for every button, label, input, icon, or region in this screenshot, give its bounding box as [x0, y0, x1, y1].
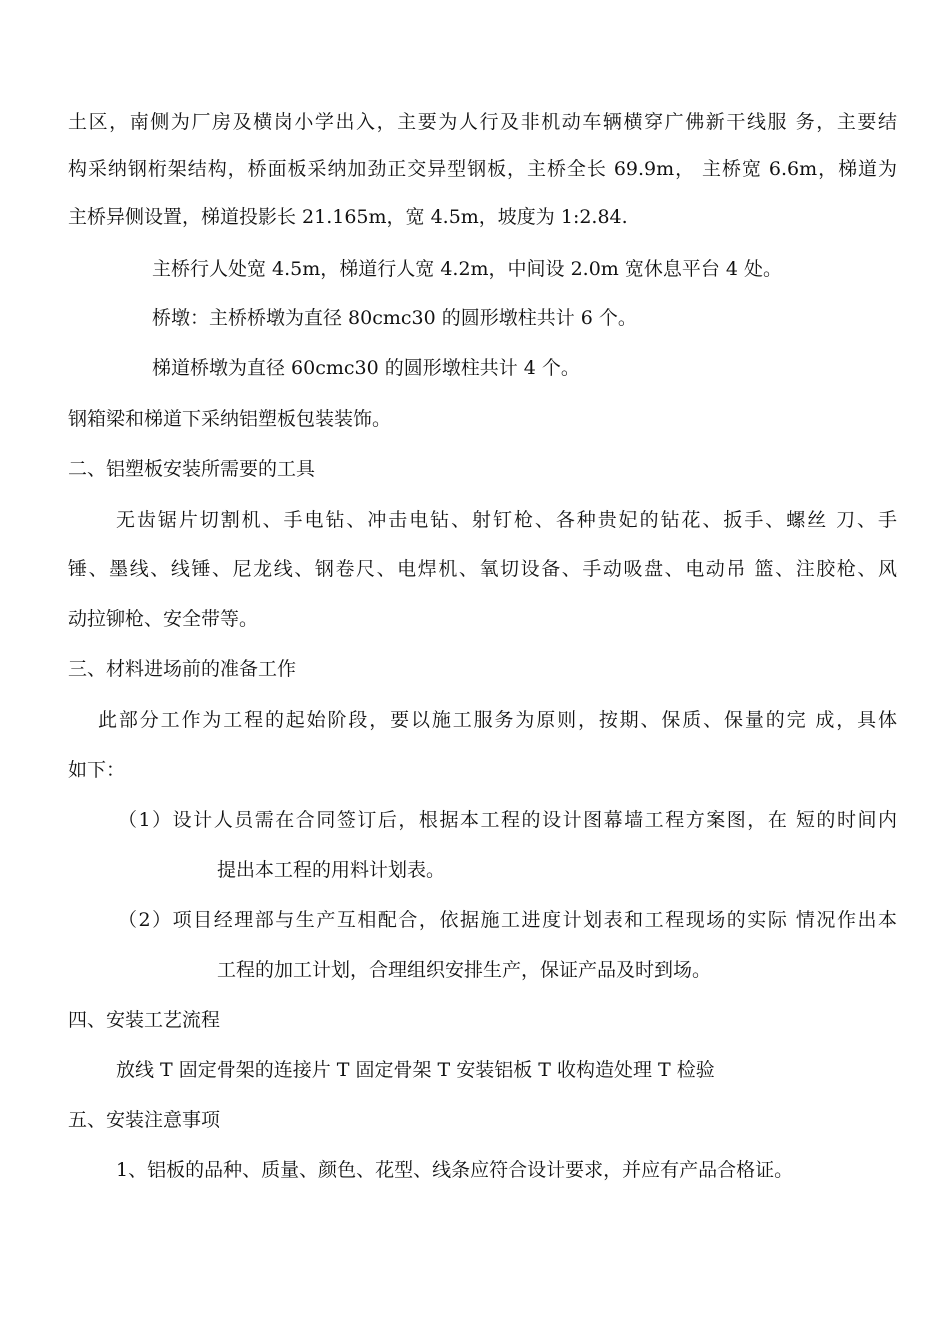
- paragraph-line: 此部分工作为工程的起始阶段，要以施工服务为原则，按期、保质、保量的完 成，具体: [98, 709, 897, 731]
- section-heading: 二、铝塑板安装所需要的工具: [68, 458, 316, 480]
- list-item-line: 工程的加工计划，合理组织安排生产，保证产品及时到场。: [217, 959, 712, 981]
- paragraph-line: 无齿锯片切割机、手电钻、冲击电钻、射钉枪、各种贵妃的钻花、扳手、螺丝 刀、手: [116, 509, 897, 531]
- section-heading: 四、安装工艺流程: [68, 1009, 221, 1031]
- paragraph-line: 主桥异侧设置，梯道投影长 21.165m，宽 4.5m，坡度为 1:2.84.: [68, 206, 628, 228]
- paragraph-line: 主桥行人处宽 4.5m，梯道行人宽 4.2m，中间设 2.0m 宽休息平台 4 处。: [152, 258, 783, 280]
- paragraph-line: 放线 T 固定骨架的连接片 T 固定骨架 T 安装铝板 T 收构造处理 T 检验: [116, 1059, 715, 1081]
- paragraph-line: 锤、墨线、线锤、尼龙线、钢卷尺、电焊机、氧切设备、手动吸盘、电动吊 篮、注胶枪、风: [68, 558, 897, 580]
- list-item-line: 提出本工程的用料计划表。: [217, 859, 446, 881]
- paragraph-line: 构采纳钢桁架结构，桥面板采纳加劲正交异型钢板，主桥全长 69.9m， 主桥宽 6.6m，梯道为: [68, 158, 897, 180]
- paragraph-line: 桥墩：主桥桥墩为直径 80cmc30 的圆形墩柱共计 6 个。: [152, 307, 637, 329]
- section-heading: 五、安装注意事项: [68, 1109, 221, 1131]
- paragraph-line: 土区，南侧为厂房及横岗小学出入，主要为人行及非机动车辆横穿广佛新干线服 务，主要结: [68, 111, 897, 133]
- list-item-line: （2）项目经理部与生产互相配合，依据施工进度计划表和工程现场的实际 情况作出本: [118, 909, 897, 931]
- paragraph-line: 梯道桥墩为直径 60cmc30 的圆形墩柱共计 4 个。: [152, 357, 580, 379]
- paragraph-line: 钢箱梁和梯道下采纳铝塑板包装装饰。: [68, 408, 392, 430]
- paragraph-line: 1、铝板的品种、质量、颜色、花型、线条应符合设计要求，并应有产品合格证。: [116, 1159, 794, 1181]
- section-heading: 三、材料进场前的准备工作: [68, 658, 297, 680]
- list-item-line: （1）设计人员需在合同签订后，根据本工程的设计图幕墙工程方案图，在 短的时间内: [118, 809, 897, 831]
- paragraph-line: 如下：: [68, 759, 126, 781]
- paragraph-line: 动拉铆枪、安全带等。: [68, 608, 259, 630]
